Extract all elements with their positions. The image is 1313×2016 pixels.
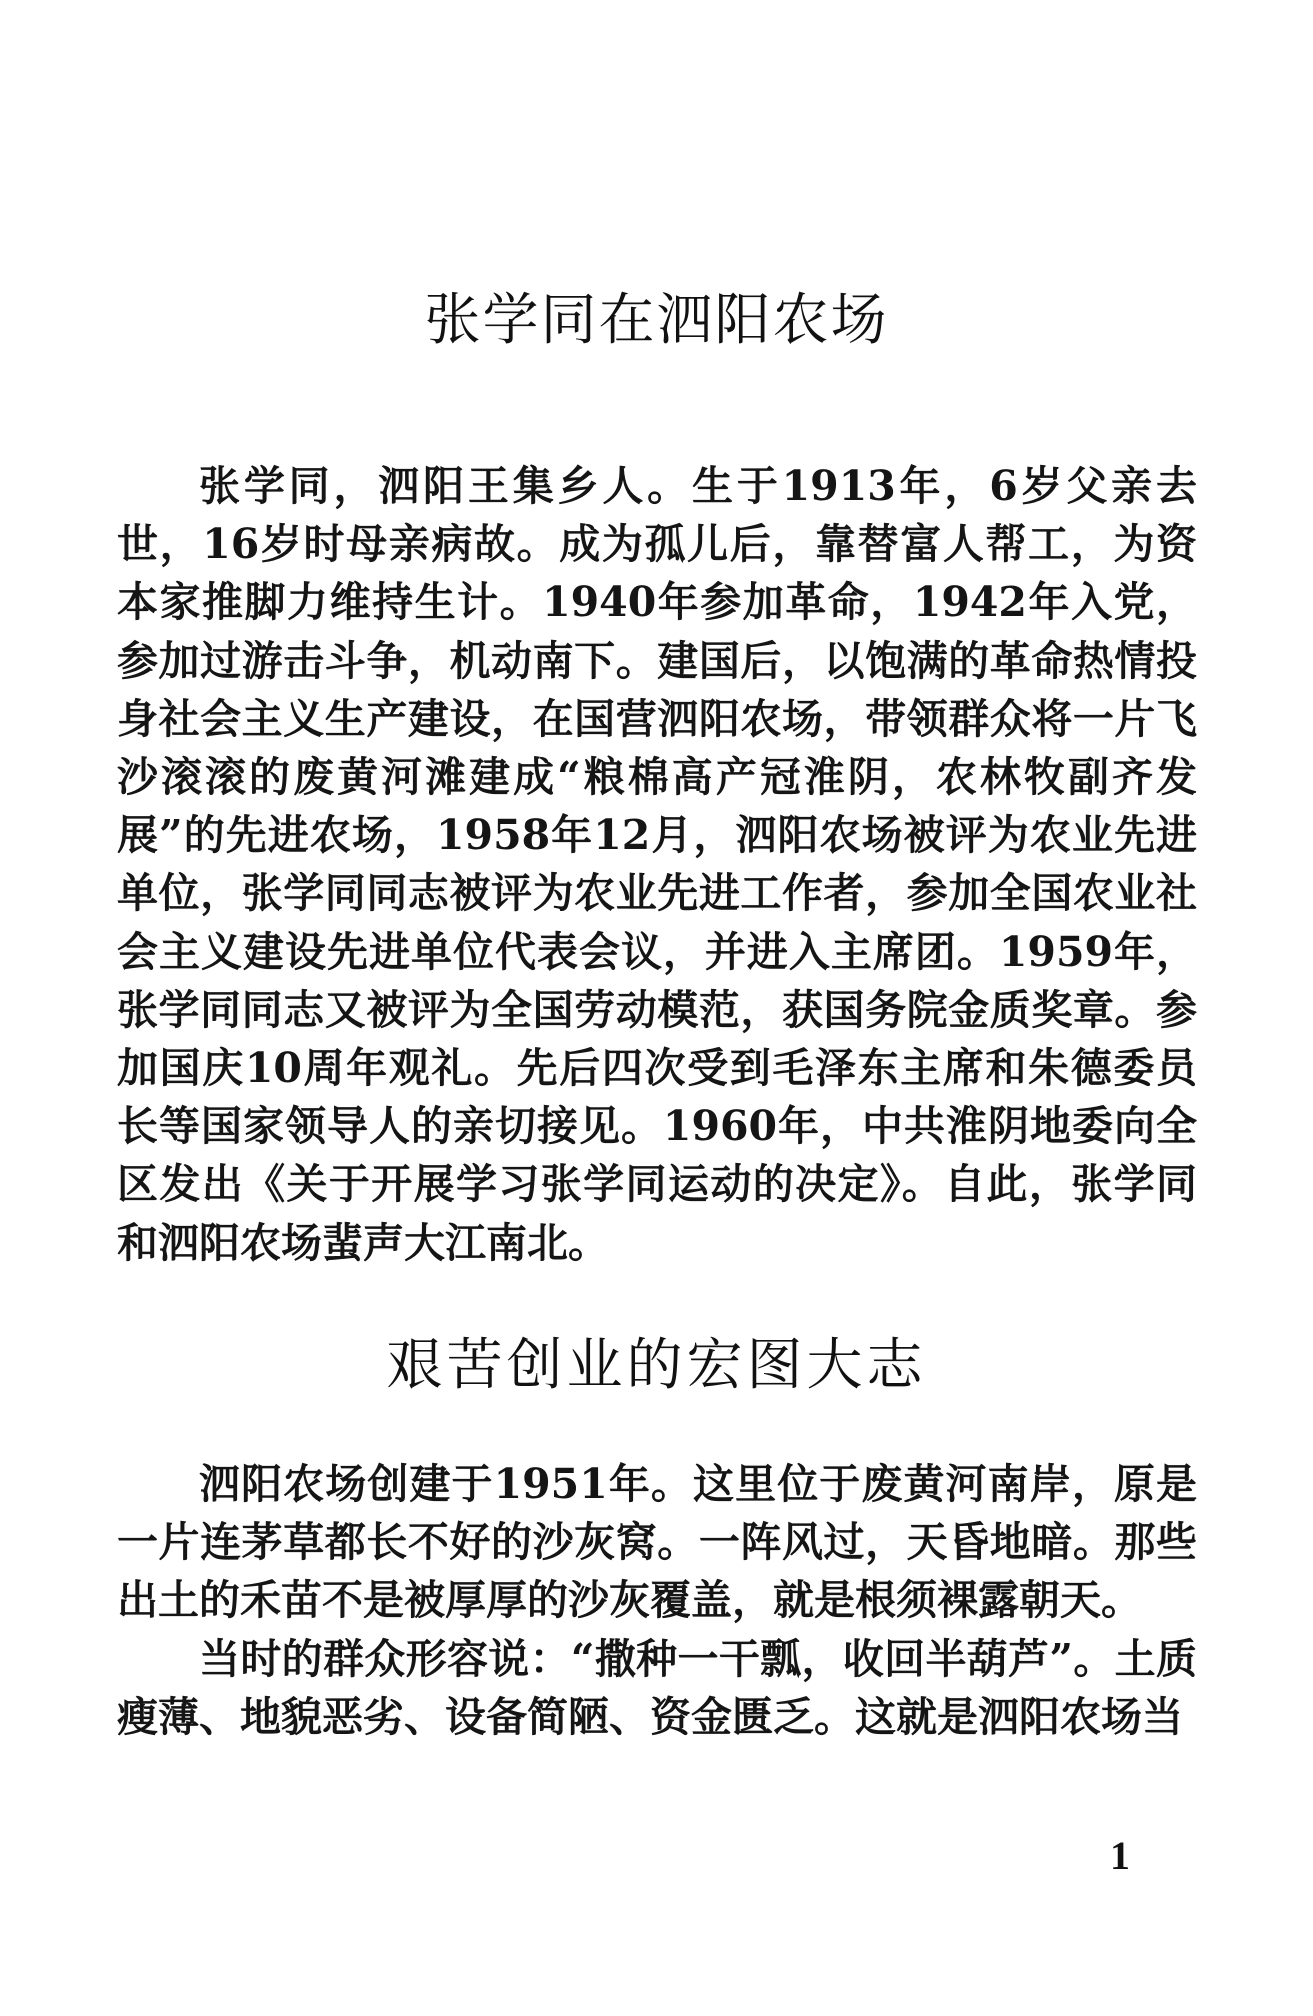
- section-paragraph: 当时的群众形容说：“撒种一干瓢，收回半葫芦”。土质瘦薄、地貌恶劣、设备简陋、资金匮乏。这就是泗阳农场当: [117, 1635, 1197, 1742]
- document-title: 张学同在泗阳农场: [424, 288, 889, 353]
- section-paragraph: 泗阳农场创建于1951年。这里位于废黄河南岸，原是一片连茅草都长不好的沙灰窝。一阵风过，天昏地暗。那些出土的禾苗不是被厚厚的沙灰覆盖，就是根须裸露朝天。: [117, 1460, 1197, 1625]
- page-number: 1: [1110, 1833, 1130, 1878]
- intro-paragraph: 张学同，泗阳王集乡人。生于1913年，6岁父亲去世，16岁时母亲病故。成为孤儿后，靠替富人帮工，为资本家推脚力维持生计。1940年参加革命，1942年入党，参加过游击斗争，机动南下。建国后，以饱满的革命热情投身社会主义生产建设，在国营泗阳农场，带领群众将一片飞沙滚滚的废黄河滩建成“粮棉高产冠淮阴，农林牧副齐发展”的先进农场，1958年12月，泗阳农场被评为农业先进单位，张学同同志被评为农业先进工作者，参加全国农业社会主义建设先进单位代表会议，并进入主席团。1959年，张学同同志又被评为全国劳动模范，获国务院金质奖章。参加国庆10周年观礼。先后四次受到毛泽东主席和朱德委员长等国家领导人的亲切接见。1960年，中共淮阴地委向全区发出《关于开展学习张学同运动的决定》。自此，张学同和泗阳农场蜚声大江南北。: [117, 462, 1197, 1267]
- section-heading: 艰苦创业的宏图大志: [386, 1333, 927, 1398]
